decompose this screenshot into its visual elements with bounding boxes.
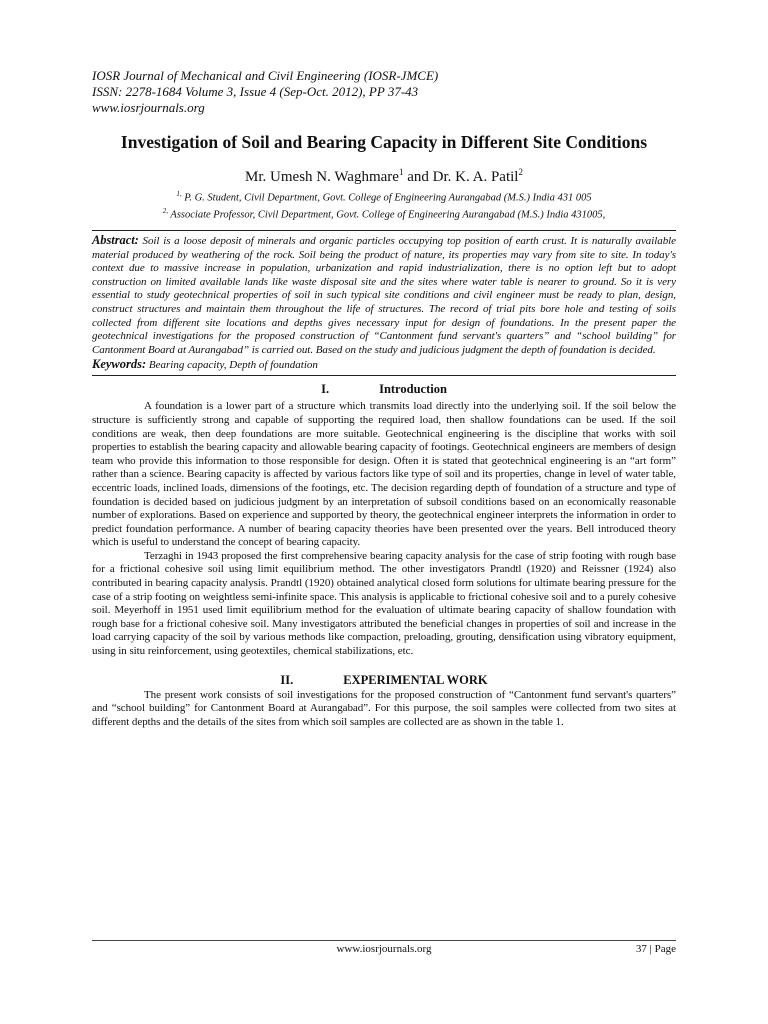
affiliation-2-text: Associate Professor, Civil Department, Govt. College of Engineering Aurangabad (M.S.) India 431005, <box>167 209 606 220</box>
author-conjunction: and <box>403 169 433 185</box>
footer-rule <box>92 940 676 941</box>
section-1-number: I. <box>321 382 330 397</box>
affiliation-1 <box>92 188 676 205</box>
author-1-name: Mr. Umesh N. Waghmare <box>245 169 399 185</box>
page-number: 37 | Page <box>635 943 676 955</box>
affiliation-2 <box>92 205 676 222</box>
journal-name: IOSR Journal of Mechanical and Civil Engineering (IOSR-JMCE) <box>92 68 439 83</box>
abstract-label: Abstract: <box>92 233 139 247</box>
page-footer <box>92 943 676 957</box>
section-1-paragraph-2: Terzaghi in 1943 proposed the first comprehensive bearing capacity analysis for the case of strip footing with rough base for a frictional cohesive soil using limit equilibrium method. The other investigators Prandtl (1920) and Reissner (1924) also contributed in bearing capacity analysis. Prandtl (1920) obtained analytical closed form solutions for ultimate bearing pressure for the case of a strip footing on weightless semi-infinite space. This analysis is applicable to frictional cohesive soil and to a purely cohesive soil. Meyerhoff in 1951 used limit equilibrium method for the evaluation of ultimate bearing capacity of shallow foundation with rough base for a frictional cohesive soil. Many investigators attributed the beneficial changes in properties of soil and increase in the load carrying capacity of the soil by various methods like compaction, preloading, grouting, densification using vibratory equipment, using in situ reinforcement, using geotextiles, chemical stabilizations, etc. <box>92 549 676 658</box>
affiliation-1-sup: 1, <box>176 190 182 198</box>
issn-line: ISSN: 2278-1684 Volume 3, Issue 4 (Sep-Oct. 2012), PP 37-43 <box>92 84 419 99</box>
abstract-text: Soil is a loose deposit of minerals and organic particles occupying top position of earth crust. It is naturally available material produced by weathering of the rock. Soil being the product of nature, its properties may vary from site to site. In today's context due to massive increase in population, urbanization and rapid industrialization, there is no option left but to adopt construction on limited available lands like waste disposal site and the sites where water table is nearer to ground. So it is very essential to study geotechnical properties of soil in such typical site conditions and civil engineer must be ready to plan, design, construct structures and maintain them throughout the life of structures. The record of trial pits bore hole and testing of soils collected from different site locations and depths gives necessary input for design of foundations. In the present paper the geotechnical investigations for the proposed construction of “Cantonment fund servant's quarters” and “school building” for Cantonment Board at Aurangabad” is carried out. Based on the study and judicious judgment the depth of foundation is decided. <box>92 235 676 356</box>
affiliation-1-text: P. G. Student, Civil Department, Govt. College of Engineering Aurangabad (M.S.) India 431 005 <box>181 192 592 204</box>
paper-page <box>92 68 676 729</box>
keywords <box>92 357 676 372</box>
author-1-sup: 1 <box>398 167 404 177</box>
section-1-heading <box>92 382 676 397</box>
abstract <box>92 234 676 357</box>
section-1-title: Introduction <box>379 382 447 397</box>
affiliation-2-sup: 2, <box>162 206 168 215</box>
section-2-title: EXPERIMENTAL WORK <box>343 672 488 687</box>
keywords-label: Keywords: <box>92 357 147 372</box>
section-2-heading <box>92 673 676 688</box>
journal-header <box>92 68 676 116</box>
author-2-sup: 2 <box>518 167 523 177</box>
abstract-top-rule <box>92 230 676 231</box>
author-2-name: Dr. K. A. Patil <box>432 169 519 185</box>
author-line <box>92 163 676 186</box>
footer-url[interactable]: www.iosrjournals.org <box>336 943 432 955</box>
paper-title: Investigation of Soil and Bearing Capacity in Different Site Conditions <box>120 132 648 152</box>
section-2-number: II. <box>280 672 294 687</box>
keywords-text: Bearing capacity, Depth of foundation <box>146 359 318 372</box>
journal-website[interactable]: www.iosrjournals.org <box>92 100 205 115</box>
section-1-paragraph-1: A foundation is a lower part of a structure which transmits load directly into the underlying soil. If the soil below the structure is sufficiently strong and capable of supporting the required load, then shallow foundations can be used. If the soil conditions are weak, then deep foundations are more suitable. Geotechnical engineering is the discipline that works with soil properties to establish the bearing capacity and allowable bearing capacity of footings. Geotechnical engineers are members of design team who provide this information to those responsible for design. Often it is stated that geotechnical engineering is an “art form” rather than a science. Bearing capacity is affected by various factors like type of soil and its properties, change in level of water table, eccentric loads, inclined loads, dimensions of the footings, etc. The decision regarding depth of foundation of a structure and type of foundation is decided based on judicious judgment by an interpretation of subsoil conditions based on an economically reasonable number of explorations. Based on experience and supported by theory, the geotechnical engineer interprets the information in order to predict foundation performance. A number of bearing capacity theories have been presented over the years. Bell introduced theory which is useful to understand the concept of bearing capacity. <box>92 400 676 549</box>
section-2-paragraph-1: The present work consists of soil investigations for the proposed construction of “Cantonment fund servant's quarters” and “school building” for Cantonment Board at Aurangabad”. For this purpose, the soil samples were collected from two sites at different depths and the details of the sites from which soil samples are collected are as shown in the table 1. <box>92 688 676 728</box>
abstract-bottom-rule <box>92 375 676 376</box>
